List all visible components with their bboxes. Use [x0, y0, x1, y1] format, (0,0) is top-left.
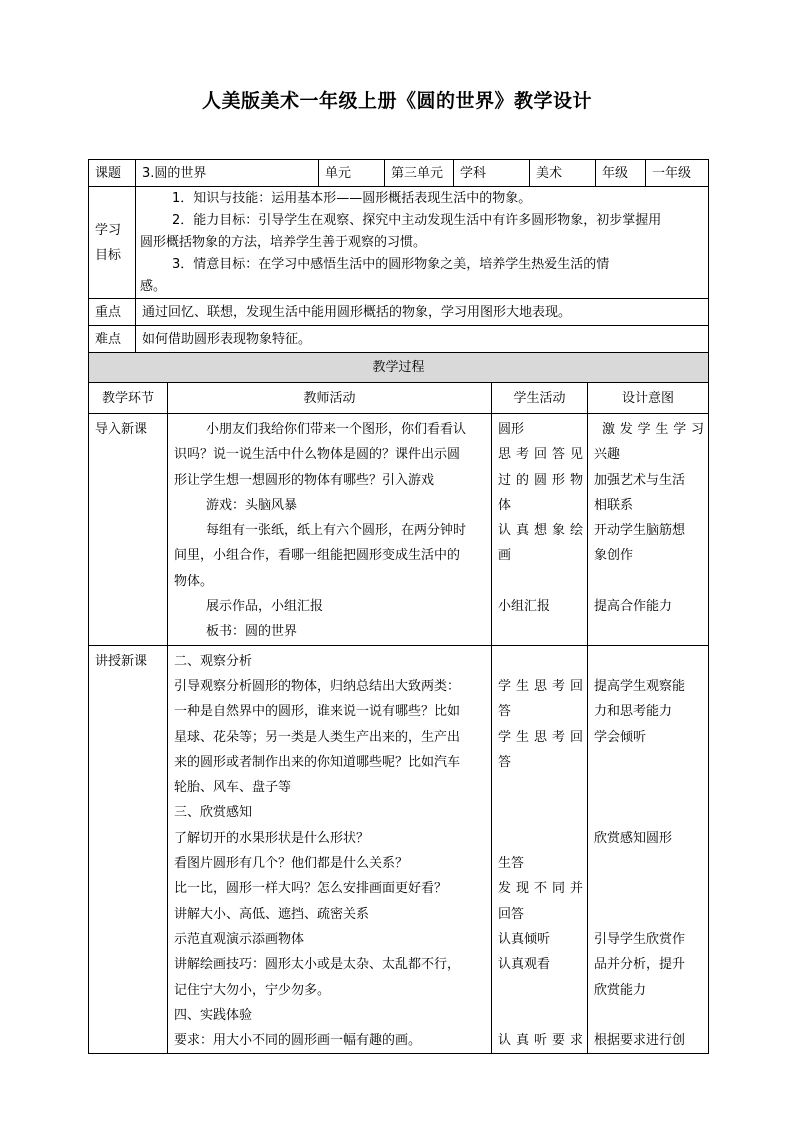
teacher-line: 每组有一张纸，纸上有六个圆形，在两分钟时 [206, 523, 467, 539]
teacher-line: 展示作品，小组汇报 [206, 599, 324, 615]
student-line [498, 775, 583, 800]
student-line: 画 [498, 548, 512, 564]
student-line: 过的圆形物 [498, 472, 583, 488]
intent-line [594, 750, 704, 775]
intent-line [594, 876, 704, 901]
teacher-line: 来的圆形或者制作出来的你知道哪些呢？比如汽车 [174, 754, 461, 770]
unit-value: 第三单元 [385, 160, 454, 187]
teacher-line: 看图片圆形有几个？他们都是什么关系？ [174, 856, 409, 872]
stage-label: 讲授新课 [95, 653, 148, 669]
student-activity-intro [492, 414, 588, 646]
student-line: 圆形 [498, 422, 525, 437]
stage-label: 导入新课 [95, 422, 148, 437]
intent-line: 力和思考能力 [594, 704, 673, 720]
teacher-line: 四、实践体验 [174, 1007, 253, 1023]
student-line [498, 569, 583, 594]
intent-intro [588, 414, 709, 646]
objectives-text [136, 187, 709, 299]
header-intent: 设计意图 [588, 383, 709, 414]
objective-line: 1．知识与技能：运用基本形——圆形概括表现生活中的物象。 [172, 191, 532, 206]
intent-line: 学会倾听 [594, 729, 647, 745]
student-line [498, 826, 583, 851]
key-point-text: 通过回忆、联想，发现生活中能用圆形概括的物象，学习用图形大地表现。 [136, 299, 709, 326]
teacher-line: 游戏：头脑风暴 [206, 497, 298, 513]
process-table [88, 352, 709, 1054]
teacher-activity-intro [168, 414, 492, 646]
teacher-line: 星球、花朵等；另一类是人类生产出来的，生产出 [174, 729, 461, 745]
student-line: 发现不同并 [498, 881, 583, 897]
intent-line: 提高合作能力 [594, 599, 673, 615]
student-line [498, 619, 583, 644]
student-line [498, 649, 583, 674]
process-title: 教学过程 [89, 353, 709, 383]
teacher-line: 识吗？说一说生活中什么物体是圆的？课件出示圆 [174, 447, 461, 463]
objectives-label-line: 目标 [95, 247, 122, 263]
topic-value: 3.圆的世界 [136, 160, 319, 187]
teacher-line: 三、欣赏感知 [174, 805, 253, 821]
header-stage: 教学环节 [89, 383, 168, 414]
key-point-label: 重点 [89, 299, 136, 326]
intent-lecture [588, 645, 709, 1054]
subject-value: 美术 [530, 160, 596, 187]
student-line: 认真倾听 [498, 931, 551, 947]
intent-line [594, 1003, 704, 1028]
student-line: 答 [498, 704, 512, 720]
header-teacher: 教师活动 [168, 383, 492, 414]
student-line: 学生思考回 [498, 678, 583, 694]
teacher-line: 二、观察分析 [174, 653, 253, 669]
teacher-line: 物体。 [174, 573, 214, 589]
teacher-activity-lecture [168, 645, 492, 1054]
teacher-line: 一种是自然界中的圆形，谁来说一说有哪些？比如 [174, 704, 461, 720]
unit-label: 单元 [319, 160, 385, 187]
student-line: 认真观看 [498, 957, 551, 973]
header-student: 学生活动 [492, 383, 588, 414]
subject-label: 学科 [454, 160, 530, 187]
stage-intro [89, 414, 168, 646]
intent-line: 欣赏感知圆形 [594, 830, 673, 846]
intent-line: 兴趣 [594, 447, 621, 463]
difficulty-label: 难点 [89, 326, 136, 353]
teacher-line: 形让学生想一想圆形的物体有哪些？引入游戏 [174, 472, 435, 488]
teacher-line: 了解切开的水果形状是什么形状？ [174, 830, 370, 846]
objective-line: 感。 [140, 279, 167, 294]
teacher-line: 记住宁大勿小，宁少勿多。 [174, 982, 331, 998]
teacher-line: 讲解绘画技巧：圆形太小或是太杂、太乱都不行， [174, 957, 461, 973]
grade-label: 年级 [596, 160, 646, 187]
teacher-line: 要求：用大小不同的圆形画一幅有趣的画。 [174, 1033, 422, 1049]
student-line: 体 [498, 497, 512, 513]
intent-line [594, 800, 704, 825]
intent-line: 象创作 [594, 548, 634, 564]
student-line: 学生思考回 [498, 729, 583, 745]
objective-line: 2．能力目标：引导学生在观察、探究中主动发现生活中有许多圆形物象，初步掌握用 [172, 213, 662, 228]
intent-line: 引导学生欣赏作 [594, 931, 686, 947]
teacher-line: 小朋友们我给你们带来一个图形，你们看看认 [206, 422, 467, 437]
teacher-line: 引导观察分析圆形的物体，归纳总结出大致两类： [174, 678, 461, 694]
intent-line: 开动学生脑筋想 [594, 523, 686, 539]
teacher-line: 比一比，圆形一样大吗？怎么安排画面更好看？ [174, 881, 448, 897]
student-line [498, 1003, 583, 1028]
student-line: 认真想象绘 [498, 523, 583, 539]
objective-line: 圆形概括物象的方法，培养学生善于观察的习惯。 [140, 235, 427, 250]
intent-line: 提高学生观察能 [594, 678, 686, 694]
student-line [498, 800, 583, 825]
intent-line [594, 775, 704, 800]
intent-line: 根据要求进行创 [594, 1033, 686, 1049]
student-line: 认真听要求 [498, 1033, 583, 1049]
info-table [88, 159, 709, 353]
intent-line [594, 851, 704, 876]
objective-line: 3．情意目标：在学习中感悟生活中的圆形物象之美，培养学生热爱生活的情 [172, 257, 610, 272]
intent-line: 品并分析，提升 [594, 957, 686, 973]
intent-line [594, 569, 704, 594]
student-line [498, 978, 583, 1003]
intent-line: 欣赏能力 [594, 982, 647, 998]
teacher-line: 讲解大小、高低、遮挡、疏密关系 [174, 906, 370, 922]
student-line: 生答 [498, 856, 525, 872]
student-activity-lecture [492, 645, 588, 1054]
teacher-line: 间里，小组合作，看哪一组能把圆形变成生活中的 [174, 548, 461, 564]
teacher-line: 轮胎、风车、盘子等 [174, 780, 292, 796]
intent-line [594, 902, 704, 927]
intent-line: 相联系 [594, 497, 634, 513]
stage-lecture [89, 645, 168, 1054]
student-line: 回答 [498, 906, 525, 922]
student-line: 思考回答见 [498, 447, 583, 463]
intent-line: 激发学生学习 [602, 422, 705, 437]
objectives-label [89, 187, 136, 299]
intent-line [594, 619, 704, 644]
intent-line: 加强艺术与生活 [594, 472, 686, 488]
topic-label: 课题 [89, 160, 136, 187]
difficulty-text: 如何借助圆形表现物象特征。 [136, 326, 709, 353]
objectives-label-line: 学习 [95, 222, 122, 238]
grade-value: 一年级 [646, 160, 709, 187]
student-line: 小组汇报 [498, 599, 551, 615]
intent-line [594, 649, 704, 674]
student-line: 答 [498, 754, 512, 770]
teacher-line: 示范直观演示添画物体 [174, 931, 305, 947]
document-title: 人美版美术一年级上册《圆的世界》教学设计 [201, 90, 592, 112]
teacher-line: 板书：圆的世界 [206, 624, 298, 640]
